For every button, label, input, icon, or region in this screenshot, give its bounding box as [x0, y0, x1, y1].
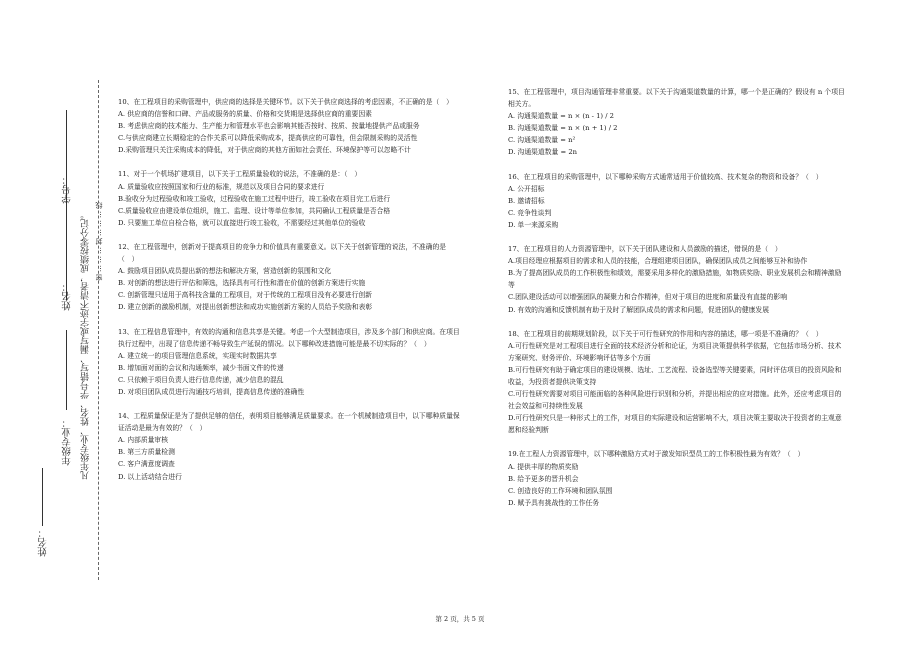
option-b: B. 沟通渠道数量 = n × (n + 1) / 2 — [508, 124, 618, 133]
question-19 — [508, 448, 848, 508]
option-b: B. 第三方质量检测 — [118, 448, 175, 457]
page-number: 第 2 页，共 5 页 — [435, 615, 485, 623]
option-d: D. 以上活动结合进行 — [118, 472, 182, 481]
question-stem: 11、对于一个机场扩建项目，以下关于工程质量验收的说法，不准确的是：（ ） — [118, 170, 362, 179]
bottom-name-line — [42, 468, 43, 526]
question-16 — [508, 171, 848, 231]
question-stem: 18、在工程项目的前期规划阶段，以下关于可行性研究的作用和内容的描述，哪一项是不准确的？（ ） — [508, 329, 823, 338]
option-a: A. 公开招标 — [508, 184, 545, 193]
grade-major-line — [66, 110, 67, 300]
question-stem: 12、在工程管理中，创新对于提高项目的竞争力和价值具有重要意义。以下关于创新管理的说法，不准确的是（ ） — [118, 242, 447, 264]
question-stem: 13、在工程信息管理中，有效的沟通和信息共享是关键。考虑一个大型制造项目，涉及多个部门和供应商。在项目执行过程中，出现了信息传递不畅导致生产延误的情况。以下哪种改进措施可能是最不切实际的？（ ） — [118, 327, 460, 348]
right-column — [508, 86, 848, 521]
question-12 — [118, 241, 462, 314]
question-stem: 14、工程质量保证是为了提供足够的信任，表明项目能够满足质量要求。在一个机械制造项目中，以下哪种质量保证活动是最为有效的？（ ） — [118, 412, 460, 433]
option-a: A. 鼓励项目团队成员提出新的想法和解决方案，营造创新的氛围和文化 — [118, 267, 332, 276]
question-15 — [508, 86, 848, 159]
option-c: C.可行性研究需要对项目可能面临的各种风险进行识别和分析，并提出相应的应对措施。此外，还应考虑项目的社会效益和可持续性发展 — [508, 390, 842, 411]
question-10 — [118, 96, 462, 156]
option-a: A. 供应商的信誉和口碑、产品或服务的质量、价格和交货期是选择供应商的重要因素 — [118, 110, 372, 119]
option-b: B. 对创新的想法进行评估和筛选，选择具有可行性和潜在价值的创新方案进行实施 — [118, 279, 366, 288]
name-label: 姓名： — [62, 282, 73, 311]
seal-dashed-line — [98, 80, 99, 580]
student-id-label: 学号： — [62, 175, 73, 204]
bottom-name-label: 姓名： — [38, 528, 49, 557]
question-stem: 19.在工程人力资源管理中，以下哪种激励方式对于激发知识型员工的工作积极性最为有效？（ ） — [508, 450, 805, 459]
option-c: C.与供应商建立长期稳定的合作关系可以降低采购成本，提高供应的可靠性，但会限制采购的灵活性 — [118, 134, 418, 143]
option-d: D. 有效的沟通和反馈机制有助于及时了解团队成员的需求和问题，促进团队的健康发展 — [508, 305, 770, 314]
question-11 — [118, 168, 462, 228]
binding-strip — [0, 0, 105, 651]
question-stem: 15、在工程管理中，项目沟通管理非常重要。以下关于沟通渠道数量的计算，哪一个是正确的？假设有 n 个项目相关方。 — [508, 88, 845, 109]
option-a: A. 建立统一的项目管理信息系统，实现实时数据共享 — [118, 351, 277, 360]
binding-instruction: 凡年级专业、姓名、学号错写、漏写或字迹不清者，成绩按零分记。 — [81, 210, 91, 480]
option-b: B. 增加面对面的会议和沟通频率，减少书面文件的传递 — [118, 363, 284, 372]
grade-major-label: 年级专业： — [62, 418, 73, 466]
question-14 — [118, 410, 462, 483]
option-d: D. 建立创新的激励机制，对提出创新想法和成功实施创新方案的人员给予奖励和表彰 — [118, 303, 373, 312]
option-a: A.可行性研究是对工程项目进行全面的技术经济分析和论证，为项目决策提供科学依据，它包括市场分析、技术方案研究、财务评价、环境影响评估等多个方面 — [508, 341, 842, 362]
option-d: D.可行性研究只是一种形式上的工作，对项目的实际建设和运营影响不大，项目决策主要取决于投资者的主观意愿和经验判断 — [508, 414, 842, 435]
option-a: A. 提供丰厚的物质奖励 — [508, 462, 579, 471]
option-d: D. 单一来源采购 — [508, 220, 559, 229]
option-c: C. 客户满意度调查 — [118, 460, 175, 469]
option-b: B. 考虑供应商的技术能力、生产能力和管理水平也会影响其能否按时、按质、按量地提供产品或服务 — [118, 122, 420, 131]
seal-line-text: 密………封………线 — [95, 200, 103, 281]
option-d: D. 对项目团队成员进行沟通技巧培训，提高信息传递的准确性 — [118, 387, 305, 396]
option-c: C. 只依赖于项目负责人进行信息传递，减少信息的混乱 — [118, 375, 284, 384]
option-b: B.为了提高团队成员的工作积极性和绩效，需要采用多样化的激励措施，如物质奖励、职业发展机会和精神激励等 — [508, 269, 842, 290]
option-b: B. 邀请招标 — [508, 196, 545, 205]
option-a: A. 内部质量审核 — [118, 436, 169, 445]
option-c: C. 创造良好的工作环境和团队氛围 — [508, 486, 613, 495]
left-column — [118, 96, 462, 495]
option-c: C. 竞争性谈判 — [508, 208, 552, 217]
option-d: D. 赋予具有挑战性的工作任务 — [508, 498, 600, 507]
question-17 — [508, 243, 848, 316]
question-stem: 17、在工程项目的人力资源管理中，以下关于团队建设和人员激励的描述，错误的是（ ） — [508, 245, 782, 254]
option-a: A. 沟通渠道数量 = n × (n - 1) / 2 — [508, 112, 614, 121]
name-line — [66, 330, 67, 410]
option-a: A. 质量验收应按照国家和行业的标准，规范以及项目合同的要求进行 — [118, 182, 325, 191]
option-d: D. 沟通渠道数量 = 2n — [508, 148, 578, 157]
option-b: B.可行性研究有助于确定项目的建设规模、选址、工艺流程、设备选型等关键要素，同时评估项目的投资风险和收益，为投资者提供决策支持 — [508, 365, 842, 386]
option-b: B.验收分为过程验收和竣工验收，过程验收在施工过程中进行，竣工验收在项目完工后进行 — [118, 194, 391, 203]
option-c: C. 沟通渠道数量 = n² — [508, 136, 576, 145]
option-a: A.项目经理应根据项目的需求和人员的技能，合理组建项目团队，确保团队成员之间能够互补和协作 — [508, 257, 808, 266]
option-b: B. 给予更多的晋升机会 — [508, 474, 579, 483]
option-d: D. 只要施工单位自检合格，就可以直接进行竣工验收，不需要经过其他单位的验收 — [118, 218, 366, 227]
option-c: C.质量验收应由建设单位组织，施工、监理、设计等单位参加，共同确认工程质量是否合格 — [118, 206, 391, 215]
question-18 — [508, 328, 848, 437]
option-c: C.团队建设活动可以增强团队的凝聚力和合作精神，但对于项目的进度和质量没有直接的影响 — [508, 293, 787, 302]
question-13 — [118, 326, 462, 399]
option-c: C. 创新管理只适用于高科技含量的工程项目，对于传统的工程项目没有必要进行创新 — [118, 291, 372, 300]
option-d: D.采购管理只关注采购成本的降低，对于供应商的其他方面如社会责任、环境保护等可以忽略不计 — [118, 146, 411, 155]
question-stem: 10、在工程项目的采购管理中，供应商的选择是关键环节。以下关于供应商选择的考虑因素，不正确的是（ ） — [118, 98, 453, 106]
question-stem: 16、在工程项目的采购管理中，以下哪种采购方式通常适用于价值较高、技术复杂的物资和设备？（ ） — [508, 172, 823, 181]
